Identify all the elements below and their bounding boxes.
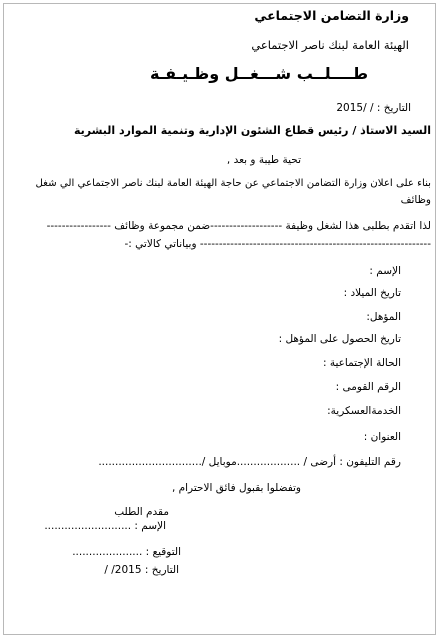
apply-line-2: ------------------------------------------------------------- وبياناتي كالاتي :- bbox=[124, 238, 431, 250]
date-line: التاريخ : / /2015 bbox=[336, 102, 411, 114]
field-qual-date: تاريخ الحصول على المؤهل : bbox=[278, 333, 401, 345]
ministry-name: وزارة التضامن الاجتماعي bbox=[254, 8, 409, 23]
signature-sign: التوقيع : ..................... bbox=[72, 546, 181, 558]
field-national-id: الرقم القومى : bbox=[335, 381, 401, 393]
closing-line: وتفضلوا بقبول فائق الاحترام , bbox=[171, 482, 301, 494]
field-social-status: الحالة الإجتماعية : bbox=[322, 357, 401, 369]
apply-line-1: لذا اتقدم بطلبى هذا لشغل وظيفة -------------------ضمن مجموعة وظائف ----------------- bbox=[46, 220, 431, 232]
applicant-label: مقدم الطلب bbox=[114, 506, 169, 518]
page-title: طــــلــب شـــغــل وظـيـفـة bbox=[150, 64, 369, 83]
field-qualification: المؤهل: bbox=[366, 311, 401, 323]
field-military: الخدمةالعسكرية: bbox=[327, 405, 401, 417]
field-name: الإسم : bbox=[369, 265, 401, 277]
signature-name: الإسم : .......................... bbox=[44, 520, 166, 532]
greeting: تحية طيبة و بعد , bbox=[226, 154, 301, 166]
field-phone: رقم التليفون : أرضى / ...................موبايل /............................... bbox=[98, 456, 401, 468]
intro-line-1: بناء على اعلان وزارة التضامن الاجتماعي عن حاجة الهيئة العامة لبنك ناصر الاجتماعي الي شغل bbox=[35, 178, 431, 189]
intro-line-2: وظائف bbox=[400, 194, 431, 206]
addressee-line: السيد الاستاذ / رئيس قطاع الشئون الإدارية وتنمية الموارد البشرية bbox=[73, 124, 431, 137]
field-address: العنوان : bbox=[363, 431, 401, 443]
field-dob: تاريخ الميلاد : bbox=[343, 287, 401, 299]
authority-name: الهيئة العامة لبنك ناصر الاجتماعي bbox=[251, 38, 409, 52]
signature-date: التاريخ : 2015/ / bbox=[104, 564, 179, 576]
